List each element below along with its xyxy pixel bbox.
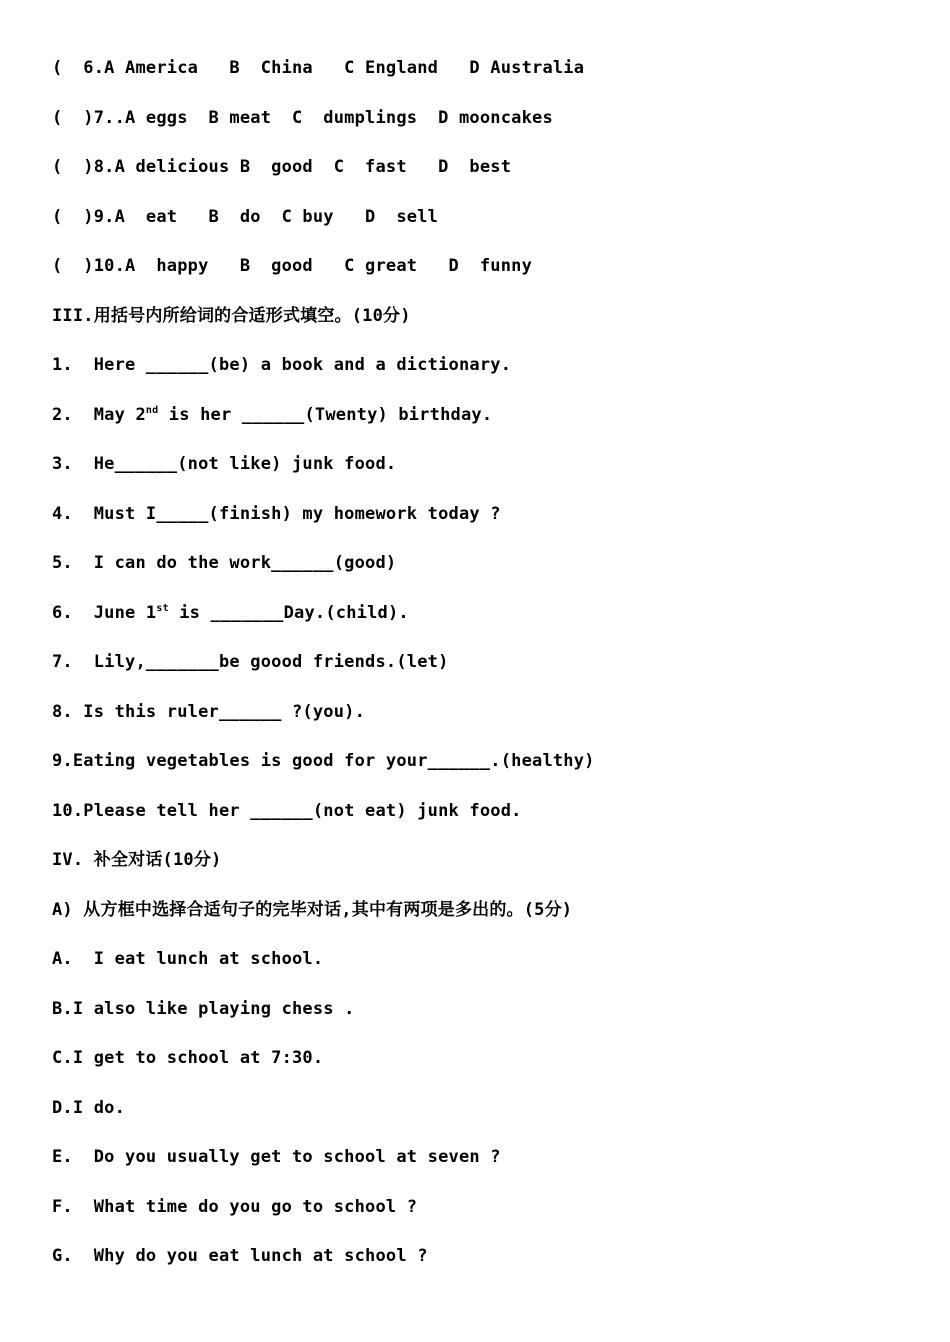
fill-item-6-pre: 6. June 1 — [52, 603, 157, 623]
fill-item-3: 3. He______(not like) junk food. — [52, 454, 397, 474]
mc-item-9: ( )9.A eat B do C buy D sell — [52, 207, 439, 227]
section-3-heading: III.用括号内所给词的合适形式填空。(10分) — [52, 306, 411, 326]
dialogue-option-a: A. I eat lunch at school. — [52, 949, 324, 969]
section-4-heading: IV. 补全对话(10分) — [52, 850, 222, 870]
fill-item-6 — [52, 602, 409, 624]
fill-item-6-post: is _______Day.(child). — [168, 603, 409, 623]
fill-item-2-sup: nd — [145, 405, 159, 416]
dialogue-option-c: C.I get to school at 7:30. — [52, 1048, 324, 1068]
fill-item-2 — [52, 404, 492, 426]
dialogue-option-b: B.I also like playing chess . — [52, 999, 355, 1019]
fill-item-6-sup: st — [156, 603, 169, 614]
mc-item-7: ( )7..A eggs B meat C dumplings D mooncakes — [52, 108, 553, 128]
fill-item-1: 1. Here ______(be) a book and a dictionary. — [52, 355, 512, 375]
dialogue-option-e: E. Do you usually get to school at seven ? — [52, 1147, 501, 1167]
section-4-subheading: A) 从方框中选择合适句子的完毕对话,其中有两项是多出的。(5分) — [52, 900, 573, 920]
fill-item-9: 9.Eating vegetables is good for your______.(healthy) — [52, 751, 595, 771]
fill-item-8: 8. Is this ruler______ ?(you). — [52, 702, 366, 722]
mc-item-8: ( )8.A delicious B good C fast D best — [52, 157, 512, 177]
dialogue-option-d: D.I do. — [52, 1098, 126, 1118]
dialogue-option-f: F. What time do you go to school ? — [52, 1197, 418, 1217]
fill-item-7: 7. Lily,_______be goood friends.(let) — [52, 652, 449, 672]
fill-item-10: 10.Please tell her ______(not eat) junk food. — [52, 801, 522, 821]
fill-item-4: 4. Must I_____(finish) my homework today ? — [52, 504, 501, 524]
dialogue-option-g: G. Why do you eat lunch at school ? — [52, 1246, 428, 1266]
fill-item-2-pre: 2. May 2 — [52, 405, 146, 425]
fill-item-5: 5. I can do the work______(good) — [52, 553, 397, 573]
mc-item-10: ( )10.A happy B good C great D funny — [52, 256, 533, 276]
fill-item-2-post: is her ______(Twenty) birthday. — [158, 405, 493, 425]
mc-item-6: ( 6.A America B China C England D Australia — [52, 58, 585, 78]
